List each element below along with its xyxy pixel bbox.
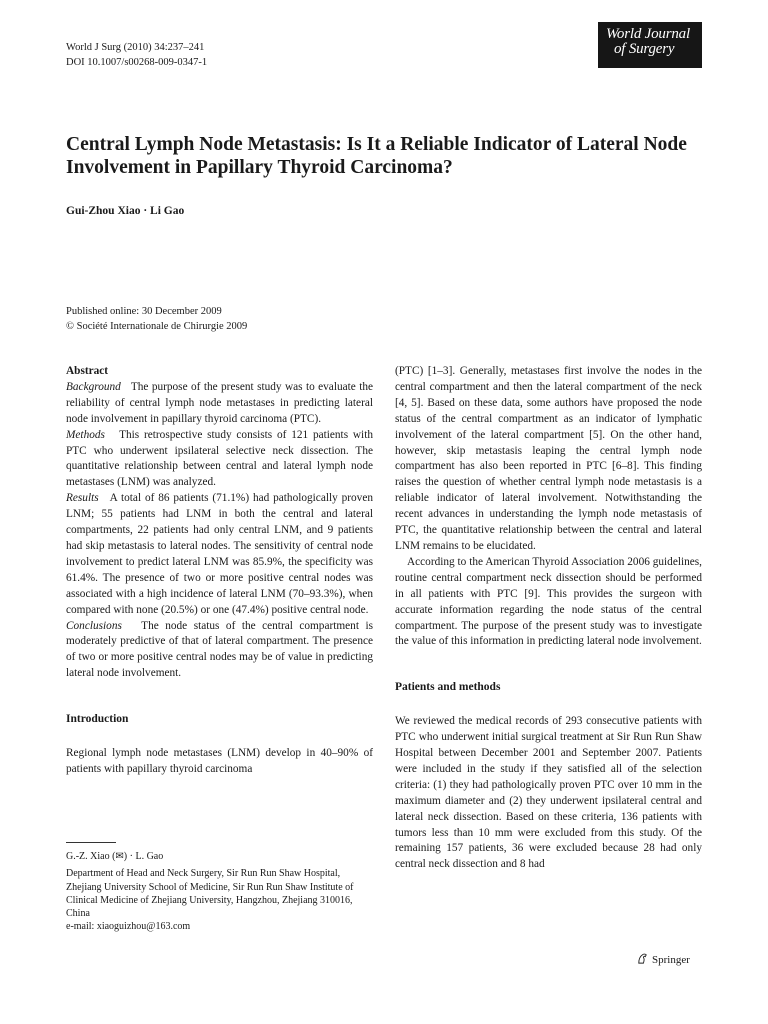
publication-info xyxy=(66,304,247,334)
logo-line1: World Journal xyxy=(606,26,690,42)
footnote-divider xyxy=(66,842,116,843)
publisher-name: Springer xyxy=(652,954,690,966)
footnote-authors: G.-Z. Xiao (✉) · L. Gao xyxy=(66,851,164,862)
doi: DOI 10.1007/s00268-009-0347-1 xyxy=(66,57,208,68)
logo-line2: of Surgery xyxy=(614,41,675,57)
right-para2: According to the American Thyroid Association 2006 guidelines, routine central compartment neck dissection should be performed in all patients with PTC [9]. This provides the surgeon with accurate information regarding the node status of the central compartment. The purpose of the present study was to investigate the value of this information in predicting lateral node involvement. xyxy=(395,555,702,648)
background-label: Background xyxy=(66,380,121,393)
results-label: Results xyxy=(66,492,99,505)
footnote xyxy=(66,850,373,934)
abstract-heading: Abstract xyxy=(66,365,109,377)
introduction-text: Regional lymph node metastases (LNM) develop in 40–90% of patients with papillary thyroid carcinoma xyxy=(66,747,373,775)
abstract-methods xyxy=(66,428,373,492)
abstract-results xyxy=(66,491,373,618)
conclusions-label: Conclusions xyxy=(66,619,122,632)
abstract-background xyxy=(66,380,373,428)
footnote-affiliation: Department of Head and Neck Surgery, Sir Run Run Shaw Hospital, Zhejiang University School of Medicine, Sir Run Run Shaw Institute of Clinical Medicine of Zhejiang University, Hangzhou, Zhejiang 310016, China xyxy=(66,868,354,920)
authors: Gui-Zhou Xiao · Li Gao xyxy=(66,205,185,217)
methods-text: This retrospective study consists of 121 patients with PTC who underwent ipsilateral selective neck dissection. The quantitative relationship between central and lateral lymph node metastases (LNM) was analyzed. xyxy=(66,428,373,489)
springer-horse-icon xyxy=(636,952,649,965)
right-para3: We reviewed the medical records of 293 consecutive patients with PTC who underwent initial surgical treatment at Sir Run Run Shaw Hospital between December 2001 and September 2007. Patients were included in the study if they satisfied all of the selection criteria: (1) they had pathologically proven PTC over 10 mm in the maximum diameter and (2) they underwent ipsilateral central and lateral neck dissection. Based on these criteria, 136 patients with tumors less than 10 mm were excluded from this study. Of the remaining 157 patients, 36 were excluded because 28 had only central neck dissection and 8 had xyxy=(395,715,702,871)
background-text: The purpose of the present study was to evaluate the reliability of central lymph node metastases in predicting lateral node involvement in papillary thyroid carcinoma (PTC). xyxy=(66,380,373,425)
footnote-email: e-mail: xiaoguizhou@163.com xyxy=(66,921,191,933)
methods-heading: Patients and methods xyxy=(395,681,501,694)
conclusions-text: The node status of the central compartment is moderately predictive of that of lateral compartment. The presence of two or more positive central nodes may be of value in predicting lateral node involvement. xyxy=(66,619,373,680)
methods-label: Methods xyxy=(66,428,105,441)
journal-meta xyxy=(66,40,207,70)
citation: World J Surg (2010) 34:237–241 xyxy=(66,42,205,53)
introduction-heading: Introduction xyxy=(66,713,129,726)
right-para1: (PTC) [1–3]. Generally, metastases first involve the nodes in the central compartment and then the lateral compartment of the neck [4, 5]. Based on these data, some authors have proposed the node status of the central compartment as an indicator of lymphatic involvement of the lateral compartment [5]. On the other hand, however, skip metastasis leaping the central lymph node compartment has also been reported in PTC [6–8]. This finding raises the question of whether central lymph node metastasis is a reliable indicator of lateral involvement. Notwithstanding the recent advances in understanding the lymph node metastasis of PTC, the quantitative relationship between the central and lateral LNM remains to be elucidated. xyxy=(395,365,702,552)
publisher-mark xyxy=(636,952,690,966)
journal-logo xyxy=(598,22,702,68)
article-title: Central Lymph Node Metastasis: Is It a Reliable Indicator of Lateral Node Involvement in Papillary Thyroid Carcinoma? xyxy=(66,134,687,178)
published-date: Published online: 30 December 2009 xyxy=(66,306,222,317)
results-text: A total of 86 patients (71.1%) had pathologically proven LNM; 55 patients had LNM in both the central and lateral compartments, 22 patients had only central LNM, and 9 patients had skip metastasis to lateral nodes. The sensitivity of central node involvement to predict lateral LNM was 85.9%, the specificity was 61.4%. The presence of two or more positive central nodes was associated with a high incidence of lateral LNM (70–93.3%), when compared with none (20.5%) or one (47.4%) positive central node. xyxy=(66,492,373,616)
abstract-conclusions xyxy=(66,619,373,683)
copyright: © Société Internationale de Chirurgie 2009 xyxy=(66,321,248,332)
right-column xyxy=(395,364,702,873)
left-column xyxy=(66,364,373,778)
